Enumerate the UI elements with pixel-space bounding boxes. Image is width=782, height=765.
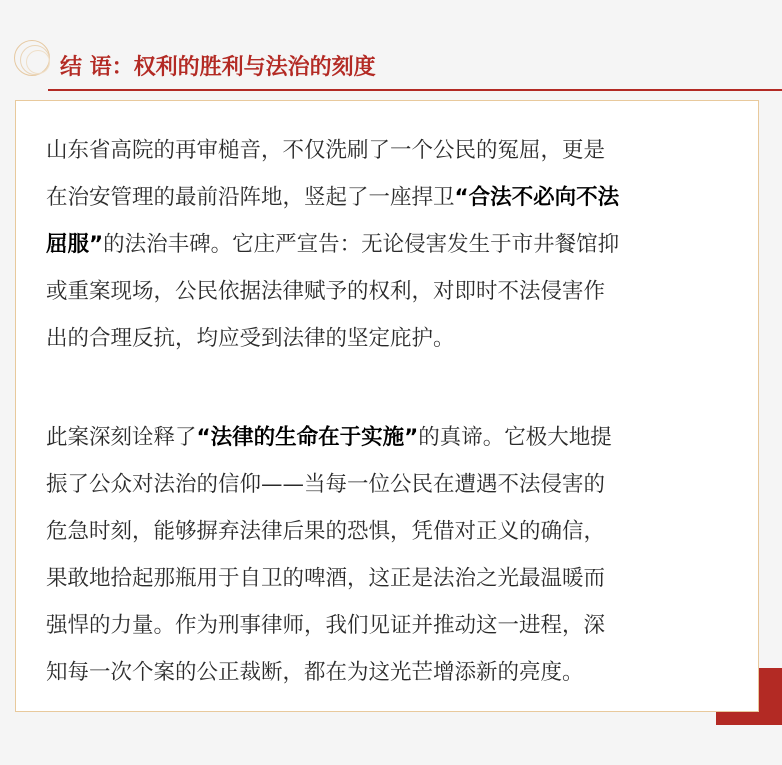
paragraph-2 (46, 414, 736, 696)
paragraph-line (46, 649, 736, 696)
paragraph-line (46, 508, 736, 555)
text-segment: 此案深刻诠释了 (46, 425, 197, 450)
paragraph-line (46, 127, 736, 174)
highlighted-quote: “合法不必向不法 (454, 185, 620, 210)
highlighted-quote: 屈服” (46, 232, 104, 257)
paragraph-line (46, 174, 736, 221)
text-segment: 或重案现场，公民依据法律赋予的权利，对即时不法侵害作 (46, 279, 606, 304)
text-segment: 在治安管理的最前沿阵地，竖起了一座捍卫 (46, 185, 455, 210)
paragraph-line (46, 221, 736, 268)
text-segment: 的真谛。它极大地提 (418, 425, 612, 450)
paragraph-line (46, 555, 736, 602)
title-underline (48, 89, 782, 91)
paragraph-line (46, 268, 736, 315)
highlighted-quote: “法律的生命在于实施” (196, 425, 419, 450)
text-segment: 果敢地拾起那瓶用于自卫的啤酒，这正是法治之光最温暖而 (46, 566, 606, 591)
text-segment: 知每一次个案的公正裁断，都在为这光芒增添新的亮度。 (46, 660, 584, 685)
text-segment: 出的合理反抗，均应受到法律的坚定庇护。 (46, 326, 455, 351)
text-segment: 山东省高院的再审槌音，不仅洗刷了一个公民的冤屈，更是 (46, 138, 606, 163)
text-segment: 的法治丰碑。它庄严宣告：无论侵害发生于市井餐馆抑 (103, 232, 620, 257)
section-header (0, 0, 782, 95)
paragraph-line (46, 414, 736, 461)
paragraph-line (46, 315, 736, 362)
section-title: 结 语：权利的胜利与法治的刻度 (60, 55, 376, 80)
content-card (15, 100, 759, 712)
concentric-circles-icon-core (26, 50, 50, 74)
text-segment: 振了公众对法治的信仰——当每一位公民在遭遇不法侵害的 (46, 472, 606, 497)
text-segment: 危急时刻，能够摒弃法律后果的恐惧，凭借对正义的确信， (46, 519, 606, 544)
paragraph-1 (46, 127, 736, 362)
text-segment: 强悍的力量。作为刑事律师，我们见证并推动这一进程，深 (46, 613, 606, 638)
paragraph-line (46, 602, 736, 649)
paragraph-line (46, 461, 736, 508)
